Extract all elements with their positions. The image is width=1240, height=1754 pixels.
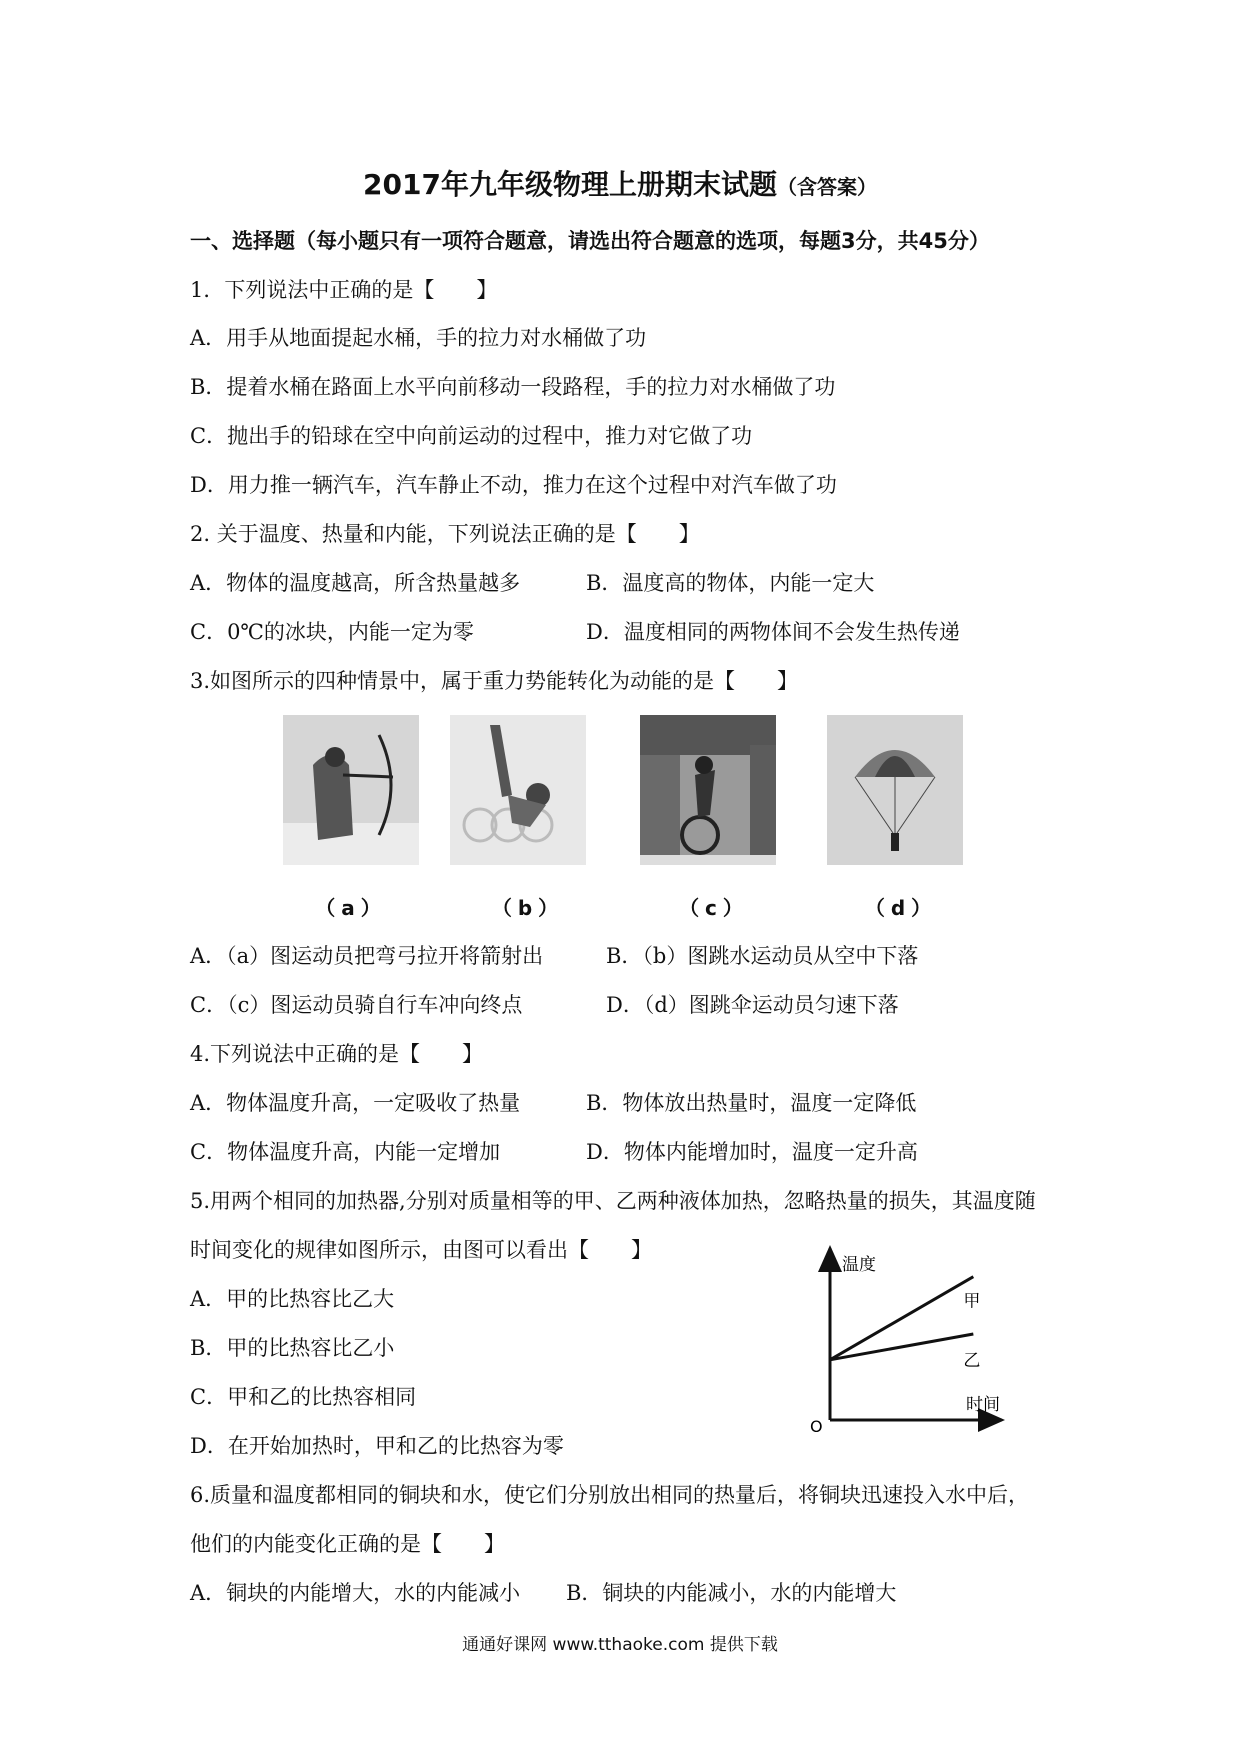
series-label-2: 乙: [963, 1351, 981, 1371]
q1-option-a: A．用手从地面提起水桶，手的拉力对水桶做了功: [190, 326, 647, 350]
q2-stem: 2. 关于温度、热量和内能，下列说法正确的是【 】: [190, 522, 700, 546]
q2-option-b: B．温度高的物体，内能一定大: [586, 571, 875, 595]
page-title: 2017年九年级物理上册期末试题（含答案）: [363, 168, 877, 201]
temperature-time-chart: [790, 1240, 1010, 1440]
photo-cyclist: [640, 715, 776, 865]
q6-stem-line1: 6.质量和温度都相同的铜块和水，使它们分别放出相同的热量后，将铜块迅速投入水中后，: [190, 1483, 1030, 1507]
origin-label: O: [810, 1417, 823, 1436]
q2-option-a: A．物体的温度越高，所含热量越多: [190, 571, 521, 595]
q4-option-a: A．物体温度升高，一定吸收了热量: [190, 1091, 521, 1115]
photo-archer: [283, 715, 419, 865]
q1-option-b: B．提着水桶在路面上水平向前移动一段路程，手的拉力对水桶做了功: [190, 375, 836, 399]
x-axis-label: 时间: [966, 1395, 1000, 1415]
q3-option-d: D．（d）图跳伞运动员匀速下落: [606, 993, 899, 1017]
q6-option-b: B．铜块的内能减小，水的内能增大: [566, 1581, 897, 1605]
q1-option-d: D．用力推一辆汽车，汽车静止不动，推力在这个过程中对汽车做了功: [190, 473, 837, 497]
caption-a: （a）: [315, 896, 387, 920]
q5-option-c: C．甲和乙的比热容相同: [190, 1385, 417, 1409]
q1-option-c: C．抛出手的铅球在空中向前运动的过程中，推力对它做了功: [190, 424, 753, 448]
section-heading: 一、选择题（每小题只有一项符合题意，请选出符合题意的选项，每题3分，共45分）: [190, 229, 990, 253]
q6-option-a: A．铜块的内能增大，水的内能减小: [190, 1581, 521, 1605]
q5-stem-line2: 时间变化的规律如图所示，由图可以看出【 】: [190, 1238, 652, 1262]
q1-stem: 1．下列说法中正确的是【 】: [190, 278, 498, 302]
q3-option-c: C．（c）图运动员骑自行车冲向终点: [190, 993, 523, 1017]
q4-option-c: C．物体温度升高，内能一定增加: [190, 1140, 501, 1164]
footer-credit: 通通好课网 www.tthaoke.com 提供下载: [462, 1635, 778, 1655]
q3-option-b: B．（b）图跳水运动员从空中下落: [606, 944, 919, 968]
caption-d: （d）: [864, 896, 938, 920]
q5-option-d: D．在开始加热时，甲和乙的比热容为零: [190, 1434, 564, 1458]
q5-option-b: B．甲的比热容比乙小: [190, 1336, 395, 1360]
q2-option-d: D．温度相同的两物体间不会发生热传递: [586, 620, 960, 644]
q3-stem: 3.如图所示的四种情景中，属于重力势能转化为动能的是【 】: [190, 669, 799, 693]
q2-option-c: C．0℃的冰块，内能一定为零: [190, 620, 474, 644]
q5-option-a: A．甲的比热容比乙大: [190, 1287, 395, 1311]
page-subtitle: （含答案）: [776, 175, 877, 199]
q5-stem-line1: 5.用两个相同的加热器,分别对质量相等的甲、乙两种液体加热，忽略热量的损失，其温度随: [190, 1189, 1036, 1213]
caption-b: （b）: [491, 896, 565, 920]
y-axis-label: 温度: [842, 1255, 876, 1275]
q6-stem-line2: 他们的内能变化正确的是【 】: [190, 1532, 505, 1556]
photo-parachutist: [827, 715, 963, 865]
caption-c: （c）: [679, 896, 749, 920]
series-label-1: 甲: [963, 1291, 981, 1312]
q3-option-a: A．（a）图运动员把弯弓拉开将箭射出: [190, 944, 544, 968]
photo-diver: [450, 715, 586, 865]
q4-option-b: B．物体放出热量时，温度一定降低: [586, 1091, 917, 1115]
q4-option-d: D．物体内能增加时，温度一定升高: [586, 1140, 918, 1164]
q4-stem: 4.下列说法中正确的是【 】: [190, 1042, 484, 1066]
